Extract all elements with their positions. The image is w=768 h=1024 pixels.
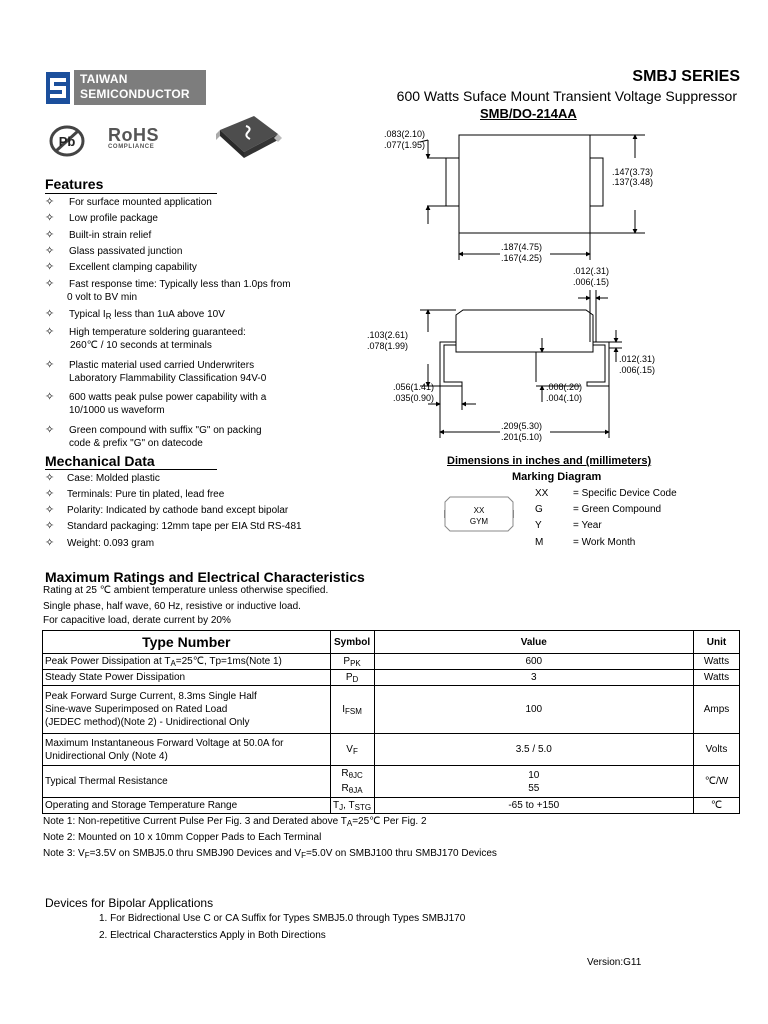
unit-cell: Amps [694,686,740,734]
value-cell: 600 [374,654,693,670]
rohs-sub: COMPLIANCE [108,144,155,150]
divider [45,193,217,194]
list-item: ✧ High temperature soldering guaranteed: 260℃ / 10 seconds at terminals [45,326,246,351]
condition-text: Single phase, half wave, 60 Hz, resistive or inductive load. [43,601,301,612]
mechanical-heading: Mechanical Data [45,453,155,469]
unit-cell: Volts [694,734,740,766]
marking-code: XX [535,488,549,499]
rohs-badge [108,126,159,150]
list-item: ✧ Typical $I_R$ less than 1uA above 10V [45,308,225,321]
note-2: Note 2: Mounted on 10 x 10mm Copper Pads to Each Terminal [43,832,322,843]
dim-label: .012(.31) [573,266,610,276]
marking-diagram-title: Marking Diagram [512,471,602,483]
symbol-cell: $P_{PK}$ [330,654,374,670]
diamond-bullet-icon: ✧ [45,504,55,516]
value-cell: 3 [374,670,693,686]
dim-label: .187(4.75) [501,242,543,252]
series-title: SMBJ SERIES [632,68,740,85]
unit-cell: ℃/W [694,766,740,798]
diamond-bullet-icon: ✧ [45,472,55,484]
marking-desc: = Work Month [573,537,636,548]
diamond-bullet-icon: ✧ [45,391,55,403]
dimension-caption: Dimensions in inches and (millimeters) [447,455,652,467]
package-photo [212,112,282,162]
ratings-table [42,630,740,814]
param-cell: Operating and Storage Temperature Range [43,798,331,814]
marking-code: Y [535,520,542,531]
marking-line1: XX [473,506,485,515]
company-logo [74,70,206,105]
dim-label: .201(5.10) [501,432,543,442]
marking-line2: GYM [469,517,489,526]
diamond-bullet-icon: ✧ [45,245,55,257]
param-cell: Typical Thermal Resistance [43,766,331,798]
list-item: ✧ Fast response time: Typically less than 1.0ps from 0 volt to BV min [45,278,291,303]
value-cell: 3.5 / 5.0 [374,734,693,766]
symbol-cell: $T_J$, $T_{STG}$ [330,798,374,814]
symbol-cell: $R_{\theta JC}$ $R_{\theta JA}$ [330,766,374,798]
value-cell: 100 [374,686,693,734]
marking-desc: = Specific Device Code [573,488,677,499]
column-header-type: Type Number [43,631,331,654]
list-item: ✧ Case: Molded plastic [45,472,160,484]
param-cell: Peak Power Dissipation at $T_A=25℃$, Tp=1ms(Note 1) [43,654,331,670]
value-cell: -65 to +150 [374,798,693,814]
column-header-value: Value [374,631,693,654]
company-name-line2: SEMICONDUCTOR [80,87,190,101]
list-item: ✧ 600 watts peak pulse power capability with a 10/1000 us waveform [45,391,267,416]
side-view-body [456,310,593,352]
company-name-line1: TAIWAN [80,72,128,86]
dim-label: .006(.15) [573,277,610,287]
diamond-bullet-icon: ✧ [45,212,55,224]
diamond-bullet-icon: ✧ [45,196,55,208]
diamond-bullet-icon: ✧ [45,359,55,371]
diamond-bullet-icon: ✧ [45,278,55,290]
dim-label: .056(1.41) [393,382,435,392]
diamond-bullet-icon: ✧ [45,520,55,532]
dim-label: .008(.20) [546,382,583,392]
param-cell: Steady State Power Dissipation [43,670,331,686]
column-header-symbol: Symbol [330,631,374,654]
dim-label: .083(2.10) [384,129,426,139]
package-name: SMB/DO-214AA [480,106,577,121]
rohs-label: RoHS [108,125,159,145]
table-row [43,654,740,670]
list-item: ✧ Plastic material used carried Underwriters Laboratory Flammability Classification 94V-0 [45,359,267,384]
diamond-bullet-icon: ✧ [45,488,55,500]
unit-cell: Watts [694,654,740,670]
list-item: ✧ For surface mounted application [45,196,212,208]
pb-free-icon [48,124,86,158]
table-row [43,798,740,814]
dim-label: .035(0.90) [393,393,435,403]
diamond-bullet-icon: ✧ [45,229,55,241]
package-outline-drawing [360,120,760,450]
dim-label: .012(.31) [619,354,656,364]
marking-code: M [535,537,544,548]
note-3: Note 3: $V_F=3.5V$ on SMBJ5.0 thru SMBJ90 Devices and $V_F=5.0V$ on SMBJ100 thru SMBJ170 Devices [43,848,497,860]
side-view-leads [440,342,462,386]
dim-label: .147(3.73) [612,167,654,177]
list-item: ✧ Weight: 0.093 gram [45,537,155,549]
diamond-bullet-icon: ✧ [45,424,55,436]
list-item: ✧ Green compound with suffix "G" on packing code & prefix "G" on datecode [45,424,262,449]
table-row [43,766,740,798]
dim-label: .137(3.48) [612,177,654,187]
dim-label: .078(1.99) [367,341,409,351]
list-item: ✧ Standard packaging: 12mm tape per EIA Std RS-481 [45,520,302,532]
marking-desc: = Year [573,520,602,531]
dim-label: .004(.10) [546,393,583,403]
dim-label: .006(.15) [619,365,656,375]
divider [45,469,217,470]
version-label: Version:G11 [587,957,642,968]
condition-text: Rating at 25 ℃ ambient temperature unless otherwise specified. [43,585,329,596]
list-item: ✧ Terminals: Pure tin plated, lead free [45,488,225,500]
list-item: ✧ Built-in strain relief [45,229,152,241]
table-row [43,686,740,734]
table-row [43,734,740,766]
list-item: ✧ Polarity: Indicated by cathode band except bipolar [45,504,289,516]
table-row [43,670,740,686]
diamond-bullet-icon: ✧ [45,261,55,273]
document-subtitle: 600 Watts Suface Mount Transient Voltage Suppressor [396,88,737,104]
list-item: ✧ Glass passivated junction [45,245,183,257]
marking-diagram-box [444,496,514,532]
symbol-cell: $P_D$ [330,670,374,686]
unit-cell: ℃ [694,798,740,814]
symbol-cell: $V_F$ [330,734,374,766]
param-cell: Peak Forward Surge Current, 8.3ms Single Half Sine-wave Superimposed on Rated Load (JEDEC method)(Note 2) - Unidirectional Only [43,686,331,734]
diamond-bullet-icon: ✧ [45,537,55,549]
condition-text: For capacitive load, derate current by 20% [43,615,231,626]
diamond-bullet-icon: ✧ [45,326,55,338]
list-item: ✧ Excellent clamping capability [45,261,197,273]
marking-code: G [535,504,543,515]
top-view-lead-right [590,158,603,206]
dim-label: .167(4.25) [501,253,543,263]
table-header-row [43,631,740,654]
bipolar-item: 1. For Bidrectional Use C or CA Suffix for Types SMBJ5.0 through Types SMBJ170 [99,913,466,924]
bipolar-heading: Devices for Bipolar Applications [45,896,214,910]
ratings-heading: Maximum Ratings and Electrical Characteristics [45,569,365,585]
pb-label: Pb [58,134,76,149]
dim-label: .077(1.95) [384,140,426,150]
value-cell: 10 55 [374,766,693,798]
list-item: ✧ Low profile package [45,212,158,224]
logo-icon [46,72,70,104]
top-view-lead-left [446,158,459,206]
marking-desc: = Green Compound [573,504,662,515]
dim-label: .209(5.30) [501,421,543,431]
features-heading: Features [45,176,104,192]
top-view-body [459,135,590,233]
bipolar-item: 2. Electrical Characterstics Apply in Both Directions [99,930,326,941]
note-1: Note 1: Non-repetitive Current Pulse Per Fig. 3 and Derated above $T_A=25℃$ Per Fig. 2 [43,816,427,828]
param-cell: Maximum Instantaneous Forward Voltage at 50.0A for Unidirectional Only (Note 4) [43,734,331,766]
column-header-unit: Unit [694,631,740,654]
diamond-bullet-icon: ✧ [45,308,55,320]
dim-label: .103(2.61) [367,330,409,340]
unit-cell: Watts [694,670,740,686]
symbol-cell: $I_{FSM}$ [330,686,374,734]
